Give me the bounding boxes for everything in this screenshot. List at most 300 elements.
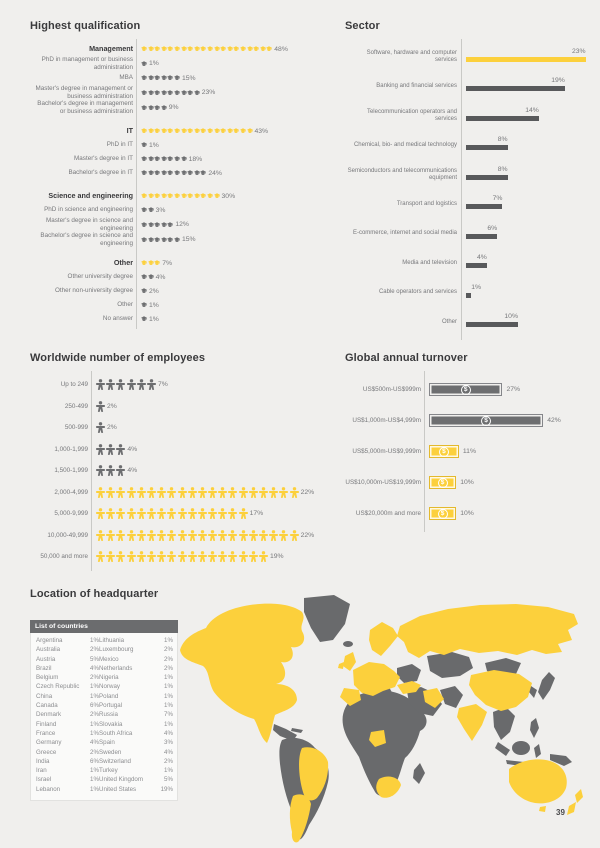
graduation-cap-icon (161, 170, 167, 176)
country-share: 1% (164, 702, 173, 710)
bar-track (461, 226, 590, 242)
person-icon (116, 379, 125, 390)
graduation-cap-icon (154, 170, 160, 176)
country-name: Spain (99, 739, 115, 747)
row-label: Management (89, 43, 133, 53)
country-share: 6% (90, 757, 99, 765)
country-name: Nigeria (99, 674, 119, 682)
graduation-cap-icon (161, 237, 167, 243)
world-map (176, 592, 600, 848)
person-icon (96, 487, 105, 498)
country-share: 1% (90, 637, 99, 644)
graduation-cap-icon (148, 222, 154, 228)
icon-strip (137, 237, 180, 243)
value-label: 30% (221, 192, 236, 200)
value-label: 4% (127, 445, 138, 453)
country-share: 4% (90, 664, 99, 672)
row-label: 10,000-49,999 (47, 531, 88, 539)
value-label: 19% (551, 77, 565, 85)
turnover-title: Global annual turnover (345, 352, 468, 364)
person-icon (137, 551, 146, 562)
row-label: PhD in management or business administration (41, 56, 133, 71)
person-icon (178, 508, 187, 519)
graduation-cap-icon (154, 260, 160, 266)
country-name: Mexico (99, 655, 119, 663)
graduation-cap-icon (141, 142, 147, 148)
row-label: Up to 249 (60, 381, 88, 389)
country-share: 2% (164, 646, 173, 654)
country-name: Brazil (36, 664, 52, 672)
value-label: 2% (107, 424, 117, 432)
person-icon (116, 508, 125, 519)
graduation-cap-icon (207, 128, 213, 134)
graduation-cap-icon (167, 170, 173, 176)
graduation-cap-icon (141, 288, 147, 294)
graduation-cap-icon (240, 46, 246, 52)
graduation-cap-icon (167, 193, 173, 199)
bar (466, 204, 502, 209)
graduation-cap-icon (200, 128, 206, 134)
value-label: 23% (571, 47, 586, 55)
bar (466, 293, 471, 298)
person-icon (106, 530, 115, 541)
bar-track (425, 476, 474, 489)
country-share: 1% (90, 720, 99, 728)
country-name: Switzerland (99, 757, 131, 765)
person-icon (228, 530, 237, 541)
person-icon (157, 487, 166, 498)
graduation-cap-icon (227, 46, 233, 52)
country-share: 4% (90, 739, 99, 747)
table-row (31, 682, 177, 691)
value-label: 9% (168, 104, 179, 111)
graduation-cap-icon (167, 90, 173, 96)
country-share: 1% (90, 692, 99, 700)
person-icon (228, 551, 237, 562)
person-icon (96, 508, 105, 519)
graduation-cap-icon (161, 128, 167, 134)
graduation-cap-icon (161, 75, 167, 81)
icon-strip (137, 222, 173, 228)
country-name: South Africa (99, 729, 133, 737)
bar-track (461, 196, 590, 212)
person-icon (259, 530, 268, 541)
person-icon (96, 444, 105, 455)
person-icon (96, 379, 105, 390)
person-icon (127, 530, 136, 541)
bar (466, 86, 565, 91)
graduation-cap-icon (253, 46, 259, 52)
person-icon (178, 487, 187, 498)
graduation-cap-icon (141, 274, 147, 280)
person-icon (239, 487, 248, 498)
value-label: 7% (162, 259, 173, 267)
graduation-cap-icon (148, 75, 154, 81)
person-icon (116, 465, 125, 476)
person-icon (239, 551, 248, 562)
person-icon (137, 508, 146, 519)
country-share: 5% (164, 776, 173, 784)
country-name: France (36, 729, 56, 737)
person-icon (188, 551, 197, 562)
bar-track (461, 137, 590, 153)
person-icon (279, 530, 288, 541)
pictogram-row (30, 232, 318, 247)
row-label: 5,000-9,999 (54, 510, 88, 518)
country-share: 1% (164, 767, 173, 775)
row-label: Transport and logistics (396, 200, 457, 207)
row-label: US$500m-US$999m (362, 386, 421, 393)
graduation-cap-icon (148, 90, 154, 96)
person-icon (96, 530, 105, 541)
graduation-cap-icon (141, 90, 147, 96)
country-share: 4% (164, 729, 173, 737)
graduation-cap-icon (200, 170, 206, 176)
country-share: 1% (90, 785, 99, 793)
graduation-cap-icon (200, 46, 206, 52)
country-name: Greece (36, 748, 57, 756)
person-icon (208, 487, 217, 498)
pictogram-row (30, 100, 318, 115)
bar (429, 414, 543, 427)
country-share: 2% (164, 664, 173, 672)
person-icon (259, 551, 268, 562)
graduation-cap-icon (141, 156, 147, 162)
row-label: 50,000 and more (40, 553, 88, 561)
row-label: 500-999 (64, 424, 88, 432)
graduation-cap-icon (200, 193, 206, 199)
pictogram-row (30, 152, 318, 166)
dollar-coin-icon: $ (438, 478, 448, 488)
person-icon (96, 551, 105, 562)
graduation-cap-icon (148, 260, 154, 266)
country-share: 1% (164, 720, 173, 728)
graduation-cap-icon (154, 46, 160, 52)
person-icon (106, 379, 115, 390)
person-icon (208, 530, 217, 541)
row-label: Other (441, 318, 457, 325)
person-icon (208, 551, 217, 562)
icon-strip (137, 61, 147, 67)
graduation-cap-icon (148, 207, 154, 213)
row-label: Science and engineering (48, 190, 133, 200)
graduation-cap-icon (181, 128, 187, 134)
icon-strip (137, 46, 272, 52)
graduation-cap-icon (240, 128, 246, 134)
graduation-cap-icon (141, 170, 147, 176)
person-icon (147, 508, 156, 519)
person-icon (106, 444, 115, 455)
graduation-cap-icon (154, 128, 160, 134)
pictogram-row (30, 256, 318, 270)
person-icon (147, 551, 156, 562)
icon-strip (92, 401, 105, 412)
value-label: 10% (460, 479, 474, 486)
graduation-cap-icon (187, 193, 193, 199)
country-share: 1% (90, 767, 99, 775)
bar-row (345, 436, 593, 467)
table-row (31, 720, 177, 729)
value-label: 42% (547, 417, 561, 424)
person-icon (249, 530, 258, 541)
graduation-cap-icon (181, 156, 187, 162)
bar-row (345, 101, 590, 131)
world-map-svg (176, 592, 600, 848)
row-label: Master's degree in science and engineering (46, 217, 133, 232)
icon-strip (137, 260, 160, 266)
value-label: 11% (462, 448, 477, 455)
value-label: 1% (149, 60, 159, 67)
table-row (31, 645, 177, 654)
country-share: 19% (160, 785, 173, 793)
person-icon (106, 551, 115, 562)
row-label: 2,000-4,999 (54, 488, 88, 496)
person-icon (137, 379, 146, 390)
table-row (31, 673, 177, 682)
country-share: 2% (164, 655, 173, 663)
row-label: MBA (119, 74, 133, 82)
graduation-cap-icon (167, 222, 173, 228)
person-icon (116, 551, 125, 562)
graduation-cap-icon (161, 90, 167, 96)
sector-title: Sector (345, 20, 380, 32)
person-icon (218, 530, 227, 541)
value-label: 3% (155, 206, 166, 214)
graduation-cap-icon (194, 128, 200, 134)
icon-strip (137, 142, 147, 148)
qualification-chart (30, 20, 318, 326)
graduation-cap-icon (154, 237, 160, 243)
bar-track (425, 414, 561, 427)
row-label: Semiconductors and telecommunications equipment (347, 167, 457, 181)
bar (429, 383, 502, 396)
row-label: US$5,000m-US$9,999m (352, 448, 421, 455)
icon-strip (137, 274, 154, 280)
person-icon (116, 444, 125, 455)
turnover-chart (345, 352, 593, 529)
row-label: PhD in IT (106, 141, 133, 149)
value-label: 14% (525, 106, 539, 114)
value-label: 48% (274, 45, 288, 53)
pictogram-row (30, 203, 318, 217)
country-share: 1% (164, 674, 173, 682)
row-label: 250-499 (64, 402, 88, 410)
country-share: 1% (164, 692, 173, 700)
person-icon (127, 379, 136, 390)
graduation-cap-icon (141, 222, 147, 228)
country-name: United Kingdom (99, 776, 144, 784)
table-row (31, 738, 177, 747)
row-label: Master's degree in management or business administration (35, 85, 133, 100)
graduation-cap-icon (187, 90, 193, 96)
bar (466, 263, 487, 268)
person-icon (137, 530, 146, 541)
graduation-cap-icon (148, 170, 154, 176)
countries-table-body (30, 633, 178, 801)
bar-track (461, 78, 590, 94)
graduation-cap-icon (167, 156, 173, 162)
icon-strip (92, 530, 299, 541)
country-name: Turkey (99, 767, 118, 775)
bar-track (425, 383, 520, 396)
country-name: Australia (36, 646, 61, 654)
bar (466, 145, 508, 150)
sector-rows (345, 42, 590, 337)
graduation-cap-icon (148, 105, 154, 111)
value-label: 12% (175, 221, 189, 228)
dollar-coin-icon: $ (481, 416, 491, 426)
qualification-title: Highest qualification (30, 20, 141, 32)
value-label: 2% (149, 287, 159, 295)
row-label: E-commerce, internet and social media (352, 230, 457, 237)
graduation-cap-icon (194, 193, 200, 199)
graduation-cap-icon (154, 90, 160, 96)
table-row (31, 710, 177, 719)
table-row (31, 775, 177, 784)
graduation-cap-icon (187, 170, 193, 176)
value-label: 7% (157, 381, 168, 389)
person-icon (127, 487, 136, 498)
value-label: 10% (460, 510, 474, 517)
country-name: United States (99, 785, 137, 793)
value-label: 4% (127, 467, 138, 475)
graduation-cap-icon (233, 46, 239, 52)
pictogram-row (30, 138, 318, 152)
graduation-cap-icon (167, 128, 173, 134)
person-icon (157, 508, 166, 519)
graduation-cap-icon (187, 46, 193, 52)
person-icon (188, 530, 197, 541)
table-row (31, 636, 177, 645)
pictogram-row (30, 42, 318, 56)
row-label: US$10,000m-US$19,999m (345, 479, 421, 486)
person-icon (157, 530, 166, 541)
person-icon (127, 551, 136, 562)
graduation-cap-icon (220, 128, 226, 134)
person-icon (147, 487, 156, 498)
country-share: 1% (164, 637, 173, 644)
row-label: US$20,000m and more (355, 510, 421, 517)
country-name: Canada (36, 702, 58, 710)
country-share: 3% (164, 739, 173, 747)
employees-rows (30, 374, 342, 568)
value-label: 1% (149, 315, 159, 323)
graduation-cap-icon (161, 46, 167, 52)
graduation-cap-icon (167, 75, 173, 81)
graduation-cap-icon (247, 128, 253, 134)
page-number: 39 (556, 808, 565, 817)
country-share: 6% (90, 702, 99, 710)
graduation-cap-icon (194, 46, 200, 52)
graduation-cap-icon (141, 207, 147, 213)
country-name: Portugal (99, 702, 123, 710)
bar (429, 507, 456, 520)
person-icon (116, 487, 125, 498)
person-icon (157, 551, 166, 562)
icon-strip (137, 302, 147, 308)
graduation-cap-icon (181, 170, 187, 176)
graduation-cap-icon (181, 90, 187, 96)
graduation-cap-icon (174, 90, 180, 96)
graduation-cap-icon (148, 237, 154, 243)
pictogram-row (30, 85, 318, 100)
pictogram-row (30, 525, 342, 547)
graduation-cap-icon (207, 46, 213, 52)
graduation-cap-icon (141, 237, 147, 243)
graduation-cap-icon (154, 75, 160, 81)
pictogram-row (30, 417, 342, 439)
graduation-cap-icon (154, 222, 160, 228)
bar (466, 57, 586, 62)
person-icon (228, 487, 237, 498)
graduation-cap-icon (141, 105, 147, 111)
graduation-cap-icon (181, 46, 187, 52)
bar (466, 234, 497, 239)
person-icon (239, 508, 248, 519)
value-label: 4% (155, 273, 166, 281)
country-share: 7% (164, 711, 173, 719)
person-icon (96, 465, 105, 476)
dollar-coin-icon: $ (439, 447, 449, 457)
pictogram-row (30, 284, 318, 298)
person-icon (228, 508, 237, 519)
country-share: 5% (90, 655, 99, 663)
icon-strip (137, 207, 154, 213)
bar-row (345, 308, 590, 338)
bar-row (345, 42, 590, 72)
graduation-cap-icon (214, 46, 220, 52)
country-share: 2% (90, 711, 99, 719)
person-icon (198, 487, 207, 498)
row-label: Software, hardware and computer services (366, 49, 457, 63)
value-label: 19% (270, 553, 284, 561)
pictogram-row (30, 56, 318, 71)
row-label: Bachelor's degree in IT (68, 169, 133, 177)
person-icon (106, 508, 115, 519)
bar-track (461, 167, 590, 183)
person-icon (279, 487, 288, 498)
person-icon (198, 508, 207, 519)
graduation-cap-icon (148, 274, 154, 280)
country-name: Slovakia (99, 720, 123, 728)
icon-strip (137, 316, 147, 322)
row-label: Other non-university degree (54, 287, 133, 295)
country-name: Argentina (36, 637, 63, 644)
value-label: 27% (506, 386, 521, 393)
value-label: 17% (249, 510, 264, 518)
table-row (31, 692, 177, 701)
person-icon (269, 530, 278, 541)
pictogram-row (30, 396, 342, 418)
graduation-cap-icon (161, 105, 167, 111)
turnover-rows (345, 374, 593, 529)
row-label: IT (126, 125, 133, 135)
graduation-cap-icon (141, 316, 147, 322)
person-icon (106, 487, 115, 498)
graduation-cap-icon (141, 61, 147, 67)
graduation-cap-icon (141, 75, 147, 81)
graduation-cap-icon (220, 46, 226, 52)
row-label: Cable operators and services (378, 289, 457, 296)
row-label: Bachelor's degree in management or business administration (37, 100, 133, 115)
bar (429, 476, 456, 489)
row-label: Banking and financial services (376, 82, 457, 89)
value-label: 2% (107, 402, 117, 410)
row-label: Telecommunication operators and services (366, 108, 457, 122)
bar (429, 445, 459, 458)
pictogram-row (30, 298, 318, 312)
bar-track (461, 314, 590, 330)
